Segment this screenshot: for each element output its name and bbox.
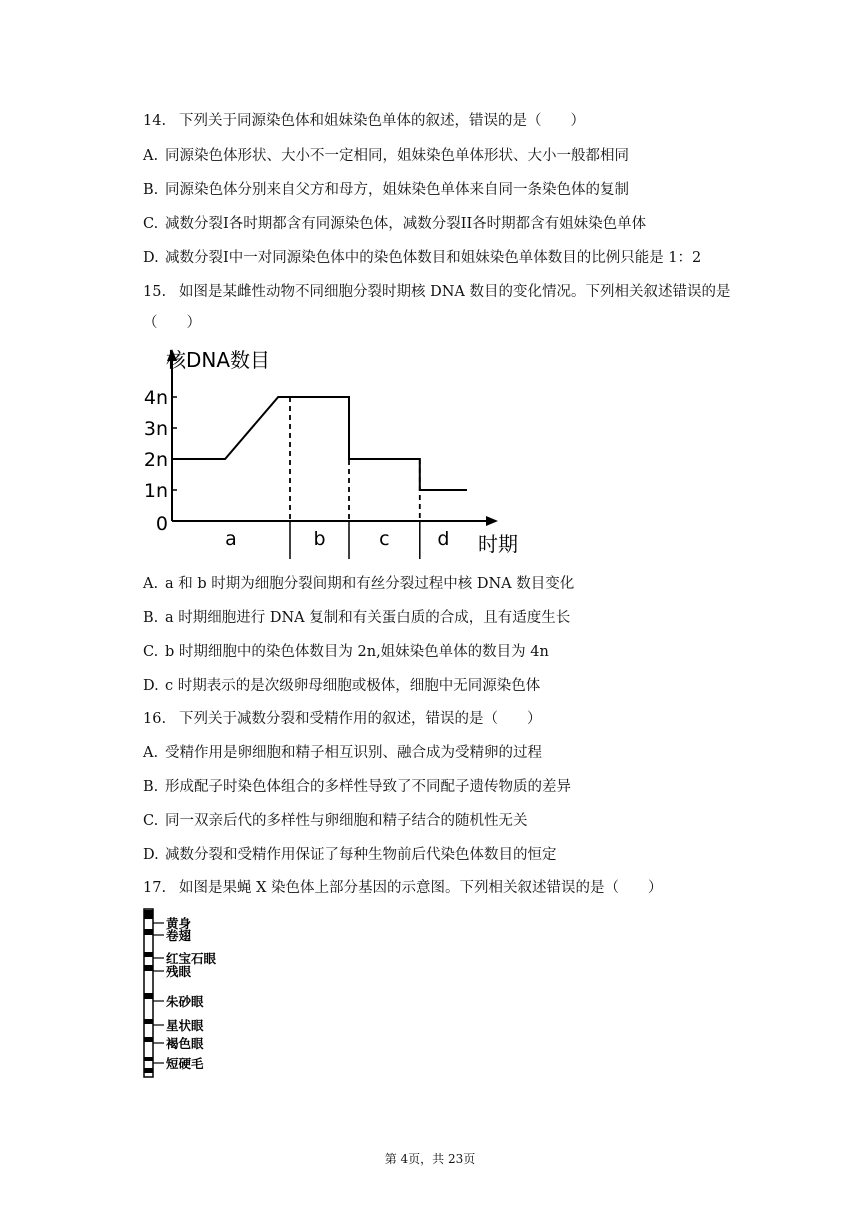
option-text: 形成配子时染色体组合的多样性导致了不同配子遗传物质的差异	[165, 779, 571, 795]
dna-chart	[140, 337, 540, 562]
q14-option-c	[143, 214, 646, 234]
period-label: d	[437, 528, 450, 550]
y-tick-label: 1n	[143, 480, 168, 502]
option-letter: D.	[143, 847, 159, 863]
y-tick-label: 0	[155, 513, 168, 535]
chromosome-band	[144, 965, 153, 971]
option-letter: C.	[143, 216, 159, 232]
option-text: 减数分裂和受精作用保证了每种生物前后代染色体数目的恒定	[165, 847, 557, 863]
q16-option-a	[143, 743, 542, 763]
option-letter: A.	[143, 148, 159, 164]
period-label: a	[225, 528, 237, 550]
x-axis-arrow	[486, 516, 498, 526]
option-letter: A.	[143, 576, 159, 592]
answer-paren: （ ）	[143, 315, 201, 331]
chromosome-band	[144, 993, 153, 999]
chromosome-band	[144, 952, 153, 957]
gene-label: 星状眼	[166, 1018, 204, 1033]
gene-label: 朱砂眼	[166, 994, 204, 1009]
q15-stem-text: 如图是某雌性动物不同细胞分裂时期核 DNA 数目的变化情况。下列相关叙述错误的是	[179, 284, 731, 300]
q17-stem-text: 如图是果蝇 X 染色体上部分基因的示意图。下列相关叙述错误的是（ ）	[179, 880, 663, 896]
q16-option-b	[143, 777, 571, 797]
chromosome-band	[144, 1068, 153, 1073]
q15-stem-paren	[143, 313, 201, 333]
q15-option-b	[143, 608, 570, 628]
page-footer: 第 4页，共 23页	[384, 1152, 476, 1166]
q14-option-a	[143, 146, 629, 166]
q14-stem	[143, 111, 585, 131]
option-letter: B.	[143, 779, 159, 795]
y-axis-label: 核DNA数目	[166, 348, 271, 372]
q15-option-d	[143, 676, 540, 696]
gene-label: 红宝石眼	[166, 951, 217, 966]
option-letter: B.	[143, 182, 159, 198]
q16-stem-text: 下列关于减数分裂和受精作用的叙述，错误的是（ ）	[179, 711, 542, 727]
chromosome-band	[144, 1057, 153, 1061]
gene-label: 黄身	[166, 916, 192, 931]
q14-option-d	[143, 248, 701, 268]
gene-label: 褐色眼	[166, 1036, 204, 1051]
chromosome-band	[144, 910, 153, 919]
option-text: 减数分裂I中一对同源染色体中的染色体数目和姐妹染色单体数目的比例只能是 1：2	[165, 250, 702, 266]
dna-series-line	[172, 397, 467, 490]
option-text: 同源染色体分别来自父方和母方，姐妹染色单体来自同一条染色体的复制	[165, 182, 629, 198]
option-text: a 时期细胞进行 DNA 复制和有关蛋白质的合成，且有适度生长	[165, 610, 571, 626]
option-text: 减数分裂I各时期都含有同源染色体，减数分裂II各时期都含有姐妹染色单体	[165, 216, 647, 232]
q14-number: 14.	[143, 113, 167, 129]
q15-option-c	[143, 642, 549, 662]
gene-label: 残眼	[166, 964, 192, 979]
option-text: 同一双亲后代的多样性与卵细胞和精子结合的随机性无关	[165, 813, 528, 829]
y-tick-label: 4n	[143, 387, 168, 409]
y-tick-label: 3n	[143, 418, 168, 440]
q14-stem-text: 下列关于同源染色体和姐妹染色单体的叙述，错误的是（ ）	[179, 113, 585, 129]
q17-number: 17.	[143, 880, 167, 896]
q16-option-d	[143, 845, 557, 865]
chromosome-diagram	[138, 907, 268, 1082]
period-label: c	[379, 528, 390, 550]
chromosome-band	[144, 1037, 153, 1042]
option-text: c 时期表示的是次级卵母细胞或极体，细胞中无同源染色体	[165, 678, 541, 694]
option-text: a 和 b 时期为细胞分裂间期和有丝分裂过程中核 DNA 数目变化	[165, 576, 575, 592]
option-text: 受精作用是卵细胞和精子相互识别、融合成为受精卵的过程	[165, 745, 542, 761]
q15-option-a	[143, 574, 574, 594]
option-text: 同源染色体形状、大小不一定相同，姐妹染色单体形状、大小一般都相同	[165, 148, 629, 164]
option-letter: C.	[143, 813, 159, 829]
q16-number: 16.	[143, 711, 167, 727]
q15-stem	[143, 282, 731, 302]
q16-stem	[143, 709, 542, 729]
x-axis-label: 时期	[478, 532, 518, 556]
option-letter: D.	[143, 250, 159, 266]
gene-label: 卷翅	[166, 928, 192, 943]
q16-option-c	[143, 811, 528, 831]
gene-label: 短硬毛	[166, 1056, 204, 1071]
option-letter: A.	[143, 745, 159, 761]
option-letter: D.	[143, 678, 159, 694]
chromosome-band	[144, 929, 153, 935]
option-letter: C.	[143, 644, 159, 660]
option-text: b 时期细胞中的染色体数目为 2n,姐妹染色单体的数目为 4n	[165, 644, 549, 660]
q14-option-b	[143, 180, 629, 200]
y-tick-label: 2n	[143, 449, 168, 471]
chromosome-band	[144, 1019, 153, 1024]
period-label: b	[313, 528, 326, 550]
option-letter: B.	[143, 610, 159, 626]
q17-stem	[143, 878, 663, 898]
q15-number: 15.	[143, 284, 167, 300]
